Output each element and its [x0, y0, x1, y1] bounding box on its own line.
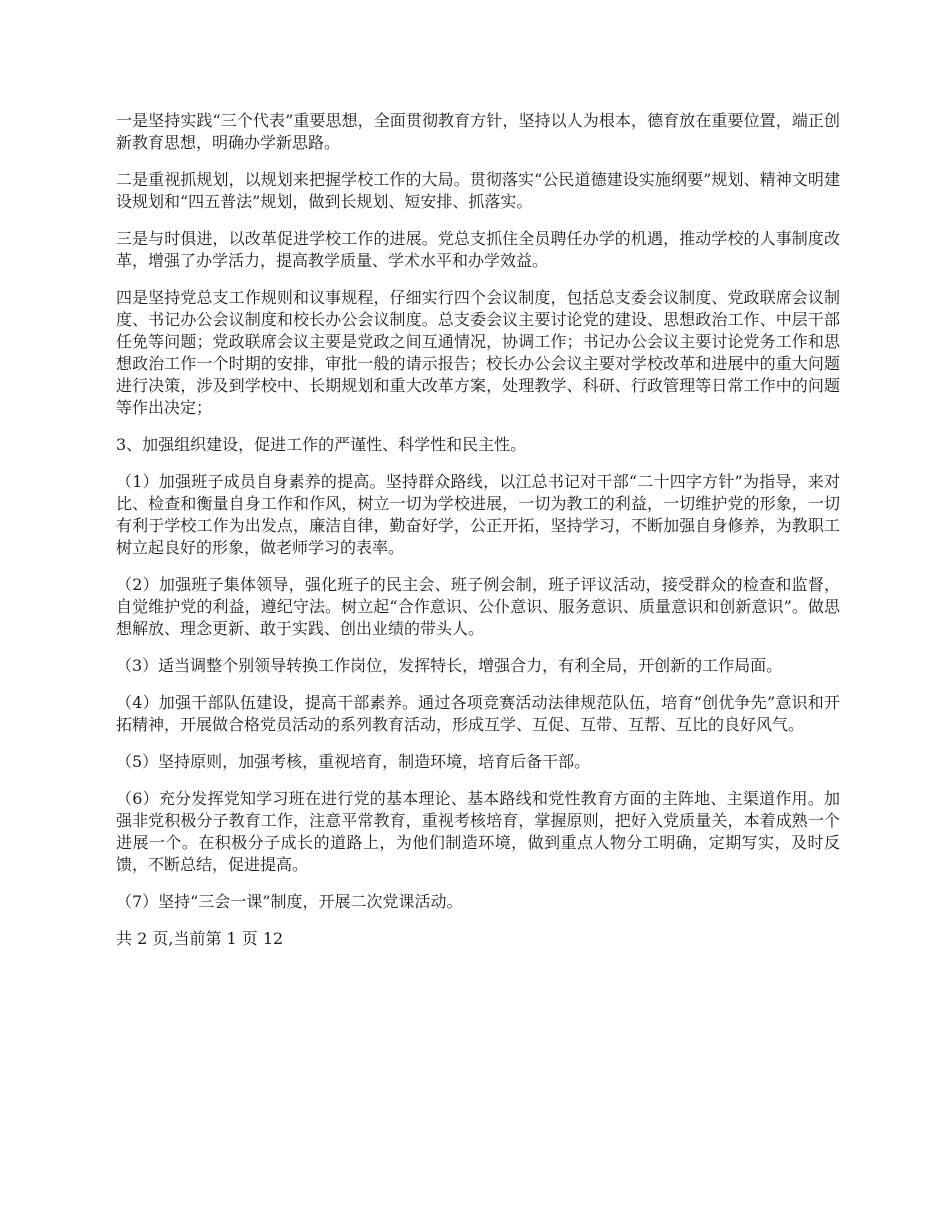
paragraph-item-6: （6）充分发挥党知学习班在进行党的基本理论、基本路线和党性教育方面的主阵地、主渠道作用。加强非党积极分子教育工作，注意平常教育，重视考核培育，掌握原则，把好入党质量关，本着成熟一个进展一个。在积极分子成长的道路上，为他们制造环境，做到重点人物分工明确，定期写实，及时反馈，不断总结，促进提高。: [116, 789, 840, 874]
paragraph-2: 二是重视抓规划，以规划来把握学校工作的大局。贯彻落实“公民道德建设实施纲要”规划、精神文明建设规划和“四五普法”规划，做到长规划、短安排、抓落实。: [116, 170, 840, 211]
paragraph-item-1: （1）加强班子成员自身素养的提高。坚持群众路线，以江总书记对干部“二十四字方针”为指导，来对比、检查和衡量自身工作和作风，树立一切为学校进展，一切为教工的利益，一切维护党的形象，一切有利于学校工作为出发点，廉洁自律，勤奋好学，公正开拓，坚持学习，不断加强自身修养，为教职工树立起良好的形象，做老师学习的表率。: [116, 472, 840, 557]
paragraph-item-5: （5）坚持原则，加强考核，重视培育，制造环境，培育后备干部。: [116, 752, 591, 771]
section-heading-3: 3、加强组织建设，促进工作的严谨性、科学性和民主性。: [116, 435, 527, 454]
paragraph-item-4: （4）加强干部队伍建设，提高干部素养。通过各项竞赛活动法律规范队伍，培育“创优争先”意识和开拓精神，开展做合格党员活动的系列教育活动，形成互学、互促、互带、互帮、互比的良好风气。: [116, 693, 840, 734]
paragraph-item-2: （2）加强班子集体领导，强化班子的民主会、班子例会制，班子评议活动，接受群众的检查和监督，自觉维护党的利益，遵纪守法。树立起“合作意识、公仆意识、服务意识、质量意识和创新意识”。做思想解放、理念更新、敢于实践、创出业绩的带头人。: [116, 575, 840, 638]
paragraph-4: 四是坚持党总支工作规则和议事规程，仔细实行四个会议制度，包括总支委会议制度、党政联席会议制度、书记办公会议制度和校长办公会议制度。总支委会议主要讨论党的建设、思想政治工作、中层干部任免等问题；党政联席会议主要是党政之间互通情况，协调工作；书记办公会议主要讨论党务工作和思想政治工作一个时期的安排，审批一般的请示报告；校长办公会议主要对学校改革和进展中的重大问题进行决策，涉及到学校中、长期规划和重大改革方案，处理教学、科研、行政管理等日常工作中的问题等作出决定；: [116, 288, 840, 417]
paragraph-3: 三是与时俱进，以改革促进学校工作的进展。党总支抓住全员聘任办学的机遇，推动学校的人事制度改革，增强了办学活力，提高教学质量、学术水平和办学效益。: [116, 229, 840, 270]
paragraph-item-3: （3）适当调整个别领导转换工作岗位，发挥特长，增强合力，有利全局，开创新的工作局面。: [116, 656, 783, 675]
document-page: [116, 110, 840, 965]
page-footer: 共 2 页,当前第 1 页 12: [116, 929, 284, 948]
paragraph-item-7: （7）坚持“三会一课”制度，开展二次党课活动。: [116, 892, 463, 911]
paragraph-1: 一是坚持实践“三个代表”重要思想，全面贯彻教育方针，坚持以人为根本，德育放在重要位置，端正创新教育思想，明确办学新思路。: [116, 111, 840, 152]
